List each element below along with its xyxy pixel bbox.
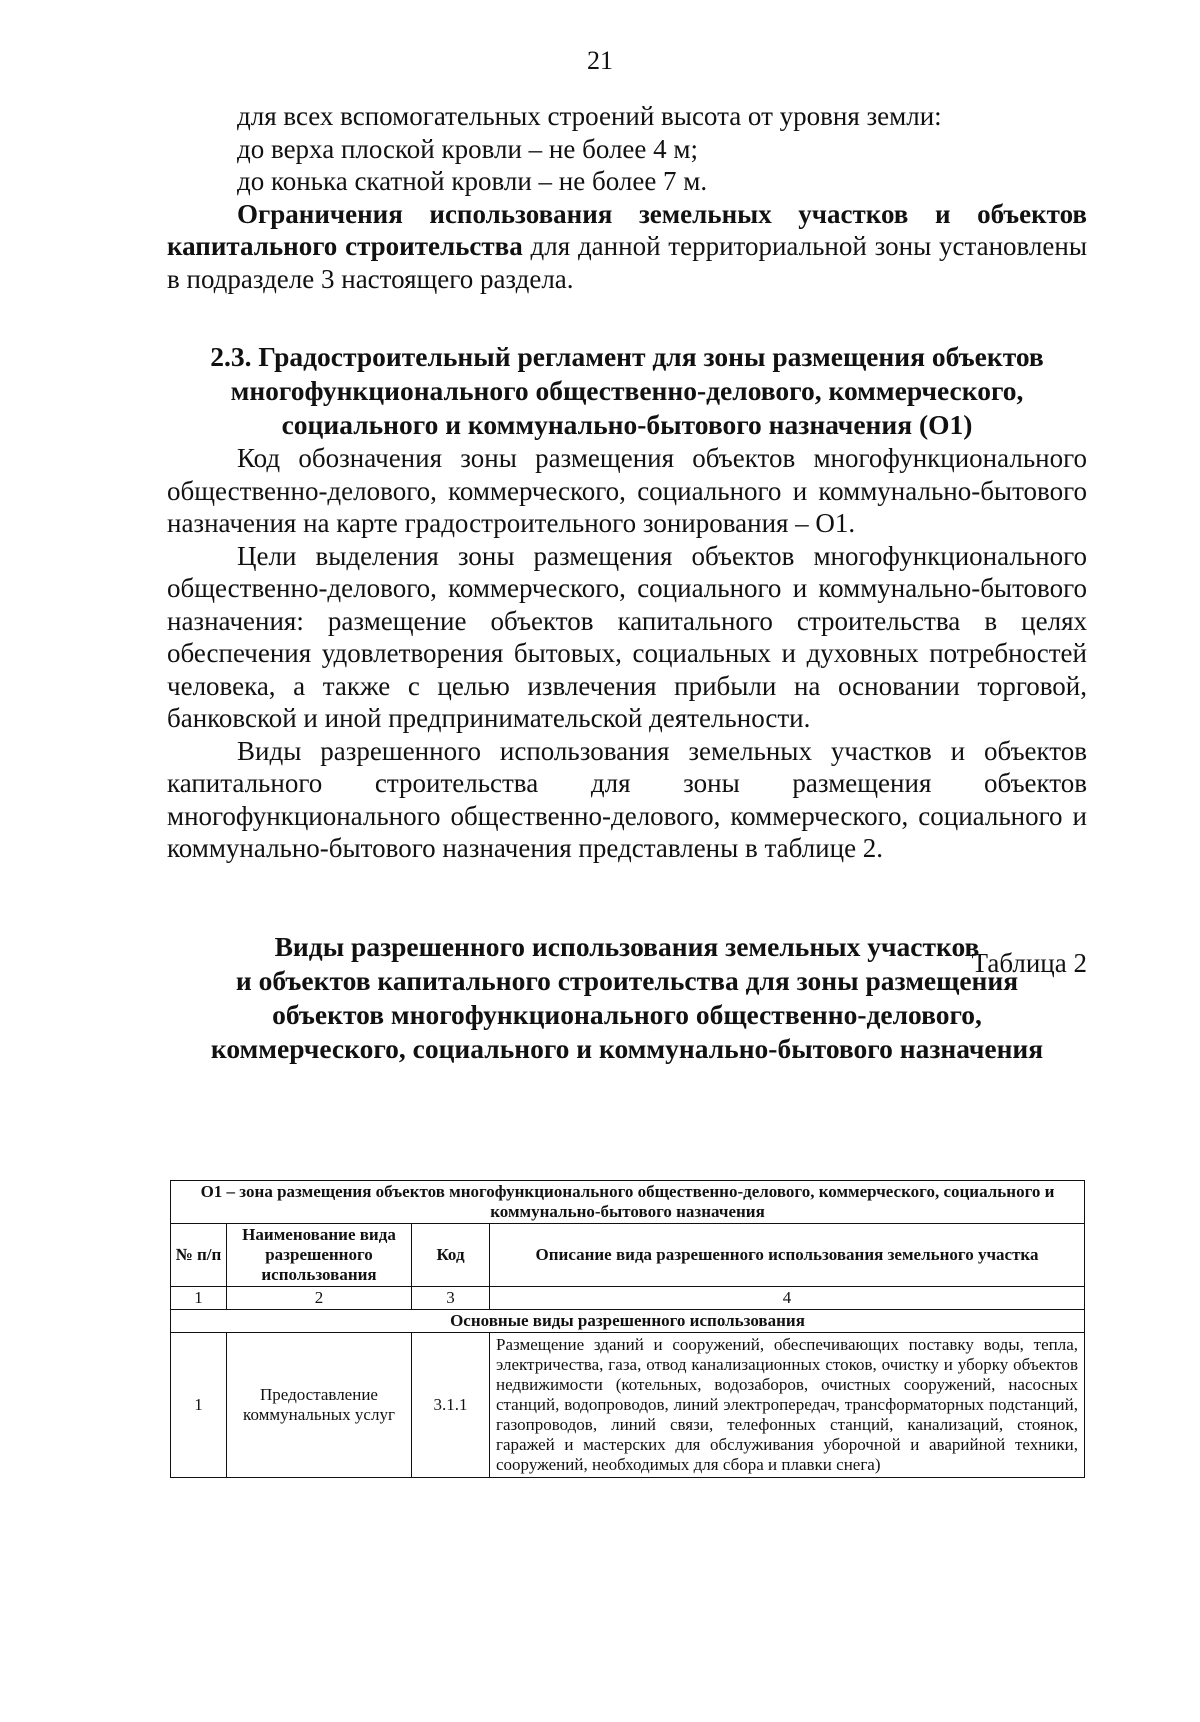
restriction-rest: для данной территориальной зоны установлены в подразделе 3 настоящего раздела. [167,231,1087,294]
table-title-line: и объектов капитального строительства для зоны размещения [235,965,1019,996]
col-header-description: Описание вида разрешенного использования земельного участка [490,1224,1085,1287]
column-number-row [171,1287,1085,1310]
paragraph-zone-code: Код обозначения зоны размещения объектов многофункционального общественно-делового, коммерческого, социального и коммунально-бытового назначения на карте градостроительного зонирования – О1. [167,443,1087,538]
intro-line: до конька скатной кровли – не более 7 м. [237,166,708,196]
table-title-block [167,930,1087,1066]
row-description: Размещение зданий и сооружений, обеспечивающих поставку воды, тепла, электричества, газа, отвод канализационных стоков, очистку и уборку объектов недвижимости (котельных, водозаборов, очистных сооружений, насосных станций, водопроводов, линий электропередач, трансформаторных подстанций, газопроводов, линий связи, телефонных станций, канализаций, стоянок, гаражей и мастерских для обслуживания уборочной и аварийной техники, сооружений, необходимых для сбора и плавки снега) [490,1333,1085,1478]
column-header-row [171,1224,1085,1287]
intro-block [167,100,1087,295]
page-number: 21 [587,46,613,75]
row-num: 1 [171,1333,227,1478]
section-heading [167,340,1087,442]
col-header-name: Наименование вида разрешенного использования [227,1224,412,1287]
intro-line: для всех вспомогательных строений высота от уровня земли: [237,101,942,131]
restriction-paragraph [167,198,1087,296]
col-header-code: Код [412,1224,490,1287]
col-number: 4 [490,1287,1085,1310]
section-heading-line: социального и коммунально-бытового назначения (О1) [281,409,973,440]
table-title-line: коммерческого, социального и коммунально-бытового назначения [210,1033,1044,1064]
section-heading-line: многофункционального общественно-делового, коммерческого, [230,375,1024,406]
table-title-line: Виды разрешенного использования земельных участков [274,931,980,962]
permitted-uses-table [170,1180,1085,1478]
table-row [171,1333,1085,1478]
paragraph-zone-goals: Цели выделения зоны размещения объектов многофункционального общественно-делового, коммерческого, социального и коммунально-бытового назначения: размещение объектов капитального строительства в целях обеспечения удовлетворения бытовых, социальных и духовных потребностей человека, а также с целью извлечения прибыли на основании торговой, банковской и иной предпринимательской деятельности. [167,540,1087,733]
col-number: 2 [227,1287,412,1310]
row-name: Предоставление коммунальных услуг [227,1333,412,1478]
zone-header-cell: О1 – зона размещения объектов многофункционального общественно-делового, коммерческого, социального и коммунально-бытового назначения [171,1181,1085,1224]
section-row [171,1310,1085,1333]
table-title-line: объектов многофункционального общественно-делового, [272,999,982,1030]
intro-line: до верха плоской кровли – не более 4 м; [237,133,698,164]
zone-header-row [171,1181,1085,1224]
col-header-num: № п/п [171,1224,227,1287]
paragraph-permitted-uses: Виды разрешенного использования земельных участков и объектов капитального строительства для зоны размещения объектов многофункционального общественно-делового, коммерческого, социального и коммунально-бытового назначения представлены в таблице 2. [167,735,1087,863]
body-block [167,442,1087,865]
row-code: 3.1.1 [412,1333,490,1478]
col-number: 3 [412,1287,490,1310]
restriction-bold: Ограничения использования земельных участков и объектов капитального строительства [167,198,1087,261]
col-number: 1 [171,1287,227,1310]
table-caption: Таблица 2 [971,948,1087,978]
section-label: Основные виды разрешенного использования [171,1310,1085,1333]
section-heading-line: 2.3. Градостроительный регламент для зоны размещения объектов [210,341,1044,372]
